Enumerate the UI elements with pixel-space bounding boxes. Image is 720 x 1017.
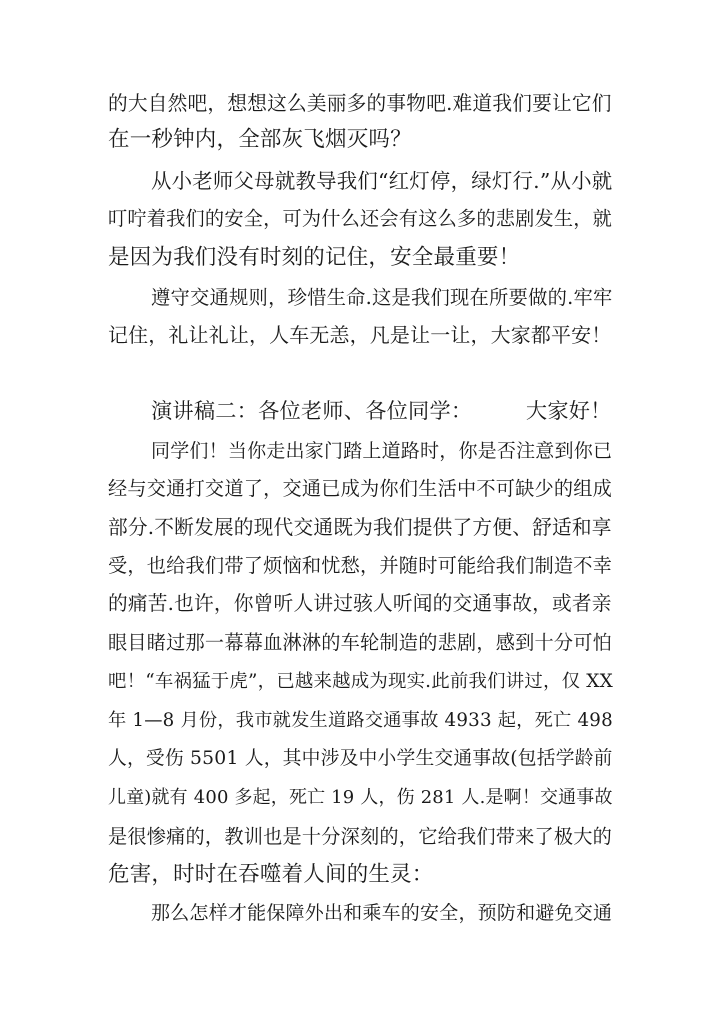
text-line: 经与交通打交道了，交通已成为你们生活中不可缺少的组成: [108, 477, 613, 500]
text-line: 那么怎样才能保障外出和乘车的安全，预防和避免交通: [151, 902, 613, 924]
text-line: 叮咛着我们的安全，可为什么还会有这么多的悲剧发生，就: [108, 207, 613, 230]
text-line: 的大自然吧，想想这么美丽多的事物吧.难道我们要让它们: [108, 92, 612, 115]
text-line: 人，受伤 5501 人，其中涉及中小学生交通事故(包括学龄前: [108, 748, 613, 769]
text-line: 的痛苦.也许，你曾听人讲过骇人听闻的交通事故，或者亲: [108, 592, 612, 615]
text-line: 受，也给我们带了烦恼和忧愁，并随时可能给我们制造不幸: [108, 554, 613, 577]
text-line: 眼目睹过那一幕幕血淋淋的车轮制造的悲剧，感到十分可怕: [108, 631, 613, 654]
text-line: 演讲稿二：各位老师、各位同学： 大家好！: [151, 399, 612, 424]
text-line: 儿童)就有 400 多起，死亡 19 人，伤 281 人.是啊！交通事故: [108, 787, 613, 808]
text-line: 同学们！当你走出家门踏上道路时，你是否注意到你已: [151, 440, 613, 462]
text-line: 年 1—8 月份，我市就发生道路交通事故 4933 起，死亡 498: [108, 710, 613, 731]
text-line: 遵守交通规则，珍惜生命.这是我们现在所要做的.牢牢: [151, 286, 613, 309]
text-line: 危害，时时在吞噬着人间的生灵：: [108, 862, 434, 887]
text-line: 部分.不断发展的现代交通既为我们提供了方便、舒适和享: [108, 516, 612, 539]
text-line: 是很惨痛的，教训也是十分深刻的，它给我们带来了极大的: [108, 825, 613, 848]
text-line: 从小老师父母就教导我们“红灯停，绿灯行.”从小就: [151, 169, 613, 193]
text-line: 吧！“车祸猛于虎”，已越来越成为现实.此前我们讲过，仅 XX: [108, 671, 613, 692]
text-line: 是因为我们没有时刻的记住，安全最重要！: [108, 245, 521, 270]
text-line: 记住，礼让礼让，人车无恙，凡是让一让，大家都平安！: [108, 323, 612, 347]
text-line: 在一秒钟内，全部灰飞烟灭吗？: [108, 127, 412, 152]
